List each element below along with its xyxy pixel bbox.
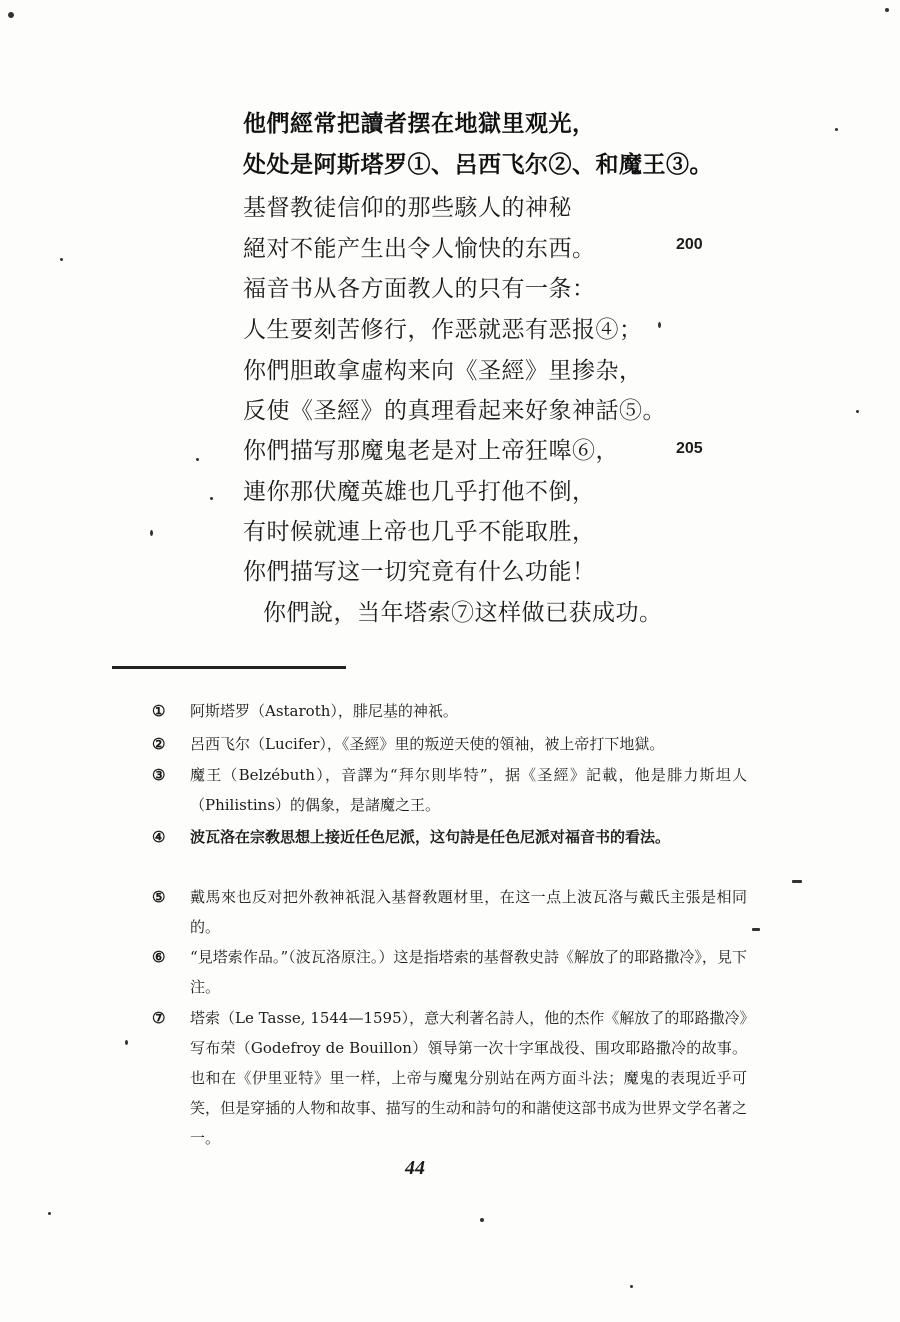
footnote-marker: ⑤ [152,888,166,906]
footnote-text: “見塔索作品。”（波瓦洛原注。）这是指塔索的基督敎史詩《解放了的耶路撒冷》，見下注。 [190,948,747,996]
page-number: 44 [405,1157,425,1179]
scan-speck [60,258,63,261]
poem-line-8: 反使《圣經》的真理看起来好象神話⑤。 [243,398,666,424]
footnote-text: 塔索（Le Tasse, 1544—1595），意大利著名詩人，他的杰作《解放了的耶路撒冷》写布荣（Godefroy de Bouillon）領导第一次十字軍战役、围攻耶路撒冷的故事。也和在《伊里亚特》里一样，上帝与魔鬼分别站在两方面斗法；魔鬼的表現近乎可笑，但是穿插的人物和故事、描写的生动和詩句的和諧使这部书成为世界文学名著之一。 [190,1009,747,1147]
footnote-marker: ⑦ [152,1009,166,1027]
poem-line-9: 你們描写那魔鬼老是对上帝狂嗥⑥， [243,438,619,464]
scan-speck [885,8,889,12]
poem-line-1: 他們經常把讀者摆在地獄里观光， [243,110,596,137]
scan-speck [8,12,14,18]
scan-speck [856,410,859,413]
poem-line-7: 你們胆敢拿虛构来向《圣經》里掺杂， [243,358,643,384]
line-number-200: 200 [676,236,703,253]
poem-line-10: 連你那伏魔英雄也几乎打他不倒， [243,479,596,505]
scan-speck [630,1285,633,1288]
poem-line-2: 处处是阿斯塔罗①、呂西飞尔②、和魔王③。 [243,151,713,178]
scan-speck [480,1218,484,1222]
footnote-marker: ④ [152,828,166,846]
poem-line-11: 有时候就連上帝也几乎不能取胜， [243,519,596,545]
poem-line-13: 你們說，当年塔索⑦这样做已获成功。 [263,600,663,626]
scan-speck [196,458,199,461]
footnote-text: 波瓦洛在宗敎思想上接近任色尼派，这句詩是任色尼派对福音书的看法。 [190,828,671,846]
footnote-text: 魔王（Belzébuth），音譯为“拜尔則毕特”，据《圣經》記載，他是腓力斯坦人（Philistins）的偶象，是諸魔之王。 [190,766,747,814]
footnote-divider [112,666,346,669]
poem-line-5: 福音书从各方面教人的只有一条： [243,276,596,302]
footnote-5 [152,882,747,942]
footnote-1 [152,696,747,726]
line-number-205: 205 [676,440,703,457]
footnote-marker: ⑥ [152,948,166,966]
footnote-marker: ② [152,735,166,753]
footnote-text: 阿斯塔罗（Astaroth），腓尼基的神祇。 [190,702,458,720]
footnote-3 [152,760,747,820]
footnote-text: 戴馬來也反对把外敎神祇混入基督敎題材里，在这一点上波瓦洛与戴氏主張是相同的。 [190,888,747,936]
scan-speck [835,128,838,131]
scan-speck [150,530,153,536]
footnote-4 [152,822,747,852]
scan-speck [752,928,760,931]
footnote-7 [152,1003,747,1153]
scan-speck [792,880,802,883]
poem-line-12: 你們描写这一切究竟有什么功能！ [243,559,596,585]
scan-speck [125,1040,128,1045]
footnote-2 [152,729,747,759]
footnote-marker: ① [152,702,166,720]
poem-line-4: 絕对不能产生出令人愉快的东西。 [243,236,596,262]
poem-line-3: 基督教徒信仰的那些駭人的神秘 [243,195,572,221]
scan-speck [658,322,661,328]
scan-speck [48,1212,51,1215]
scan-speck [210,497,213,500]
footnote-text: 呂西飞尔（Lucifer），《圣經》里的叛逆天使的領袖，被上帝打下地獄。 [190,735,665,753]
footnote-6 [152,942,747,1002]
footnote-marker: ③ [152,766,166,784]
poem-line-6: 人生要刻苦修行，作恶就恶有恶报④； [243,317,643,343]
